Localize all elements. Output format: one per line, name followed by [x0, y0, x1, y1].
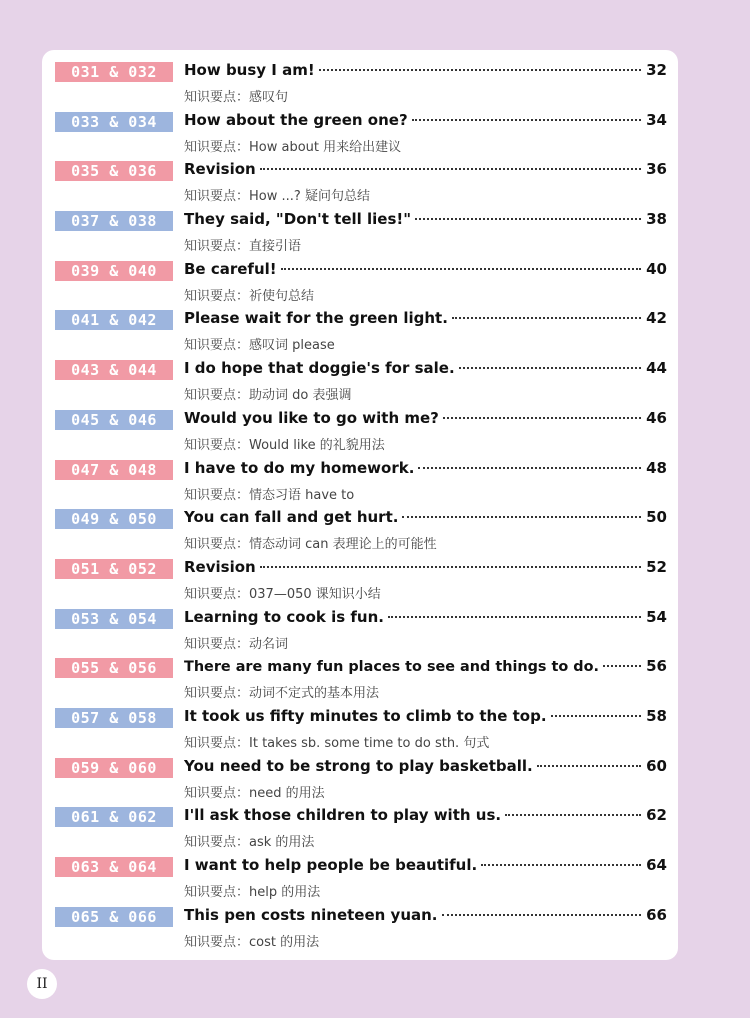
knowledge-point	[184, 86, 288, 105]
knowledge-point-label: 知识要点：	[184, 90, 250, 105]
toc-entry[interactable]	[55, 654, 667, 704]
toc-entry[interactable]	[55, 406, 667, 456]
lesson-badge: 045 & 046	[55, 410, 173, 430]
lesson-title[interactable]: Would you like to go with me?	[184, 408, 439, 427]
dot-leader	[551, 715, 642, 717]
page-folio: II	[27, 969, 57, 999]
lesson-badge: 051 & 052	[55, 559, 173, 579]
toc-entry[interactable]	[55, 853, 667, 903]
page-number: 34	[646, 110, 667, 129]
toc-entry[interactable]	[55, 754, 667, 804]
page-number: 32	[646, 61, 667, 79]
knowledge-point-label: 知识要点：	[184, 586, 250, 602]
toc-entry[interactable]	[55, 803, 667, 853]
dot-leader	[412, 119, 641, 121]
title-line	[184, 558, 667, 580]
dot-leader	[319, 69, 641, 71]
knowledge-point-text: cost 的用法	[249, 934, 320, 950]
dot-leader	[418, 467, 641, 469]
toc-entry[interactable]	[55, 356, 667, 406]
lesson-badge: 061 & 062	[55, 807, 173, 827]
page-number: 48	[646, 458, 667, 477]
knowledge-point-label: 知识要点：	[184, 686, 250, 702]
lesson-title[interactable]: How busy I am!	[184, 61, 315, 79]
lesson-title[interactable]: I'll ask those children to play with us.	[184, 806, 502, 825]
lesson-badge: 037 & 038	[55, 211, 173, 231]
page-number: 50	[646, 508, 667, 527]
knowledge-point-label: 知识要点：	[184, 487, 250, 503]
lesson-title[interactable]: Be careful!	[184, 259, 277, 278]
lesson-badge: 063 & 064	[55, 857, 173, 877]
dot-leader	[537, 765, 641, 767]
knowledge-point	[184, 484, 354, 503]
knowledge-point-text: 情态动词 can 表理论上的可能性	[249, 537, 437, 553]
lesson-badge: 033 & 034	[55, 112, 173, 132]
knowledge-point-text: ask 的用法	[249, 835, 315, 851]
knowledge-point-label: 知识要点：	[184, 239, 250, 255]
knowledge-point-text: 助动词 do 表强调	[249, 388, 352, 404]
dot-leader	[452, 317, 641, 319]
dot-leader	[388, 616, 641, 618]
dot-leader	[281, 268, 642, 270]
lesson-badge: 047 & 048	[55, 460, 173, 480]
toc-entry[interactable]	[55, 704, 667, 754]
lesson-badge: 049 & 050	[55, 509, 173, 529]
knowledge-point	[184, 633, 288, 652]
title-line	[184, 210, 667, 232]
toc-entry[interactable]	[55, 157, 667, 207]
toc-entry[interactable]	[55, 108, 667, 158]
knowledge-point	[184, 881, 320, 900]
toc-entry[interactable]	[55, 257, 667, 307]
lesson-badge: 043 & 044	[55, 360, 173, 380]
lesson-badge: 059 & 060	[55, 758, 173, 778]
lesson-badge: 065 & 066	[55, 907, 173, 927]
page-number: 46	[646, 408, 667, 427]
toc-entry[interactable]	[55, 207, 667, 257]
knowledge-point-text: need 的用法	[249, 785, 325, 801]
lesson-title[interactable]: It took us fifty minutes to climb to the top.	[184, 706, 547, 725]
dot-leader	[443, 417, 641, 419]
knowledge-point-label: 知识要点：	[184, 139, 250, 155]
dot-leader	[415, 218, 641, 220]
page-number: 62	[646, 806, 667, 825]
page-number: 36	[646, 160, 667, 179]
toc-entry[interactable]	[55, 903, 667, 953]
lesson-title[interactable]: You need to be strong to play basketball.	[184, 756, 533, 775]
title-line	[184, 409, 667, 431]
knowledge-point-text: 感叹句	[249, 90, 289, 105]
toc-entry[interactable]	[55, 456, 667, 506]
knowledge-point-text: 感叹词 please	[249, 338, 335, 354]
page-number: 60	[646, 756, 667, 775]
knowledge-point	[184, 931, 319, 950]
dot-leader	[402, 516, 641, 518]
lesson-title[interactable]: I have to do my homework.	[184, 458, 415, 477]
title-line	[184, 608, 667, 630]
title-line	[184, 657, 667, 679]
title-line	[184, 508, 667, 530]
knowledge-point-label: 知识要点：	[184, 636, 250, 652]
knowledge-point-text: Would like 的礼貌用法	[249, 437, 385, 453]
knowledge-point-label: 知识要点：	[184, 388, 250, 404]
knowledge-point	[184, 384, 352, 403]
knowledge-point	[184, 334, 335, 353]
lesson-title[interactable]: I do hope that doggie's for sale.	[184, 359, 455, 378]
page-number: 38	[646, 210, 667, 229]
knowledge-point-text: help 的用法	[249, 885, 321, 900]
dot-leader	[603, 665, 641, 667]
page-number: 42	[646, 309, 667, 328]
knowledge-point	[184, 285, 314, 304]
dot-leader	[505, 814, 641, 816]
toc-entry[interactable]	[55, 555, 667, 605]
knowledge-point	[184, 682, 379, 701]
lesson-title[interactable]: Please wait for the green light.	[184, 309, 448, 328]
knowledge-point	[184, 434, 385, 453]
page-number: 40	[646, 259, 667, 278]
page-number: 66	[646, 905, 667, 924]
knowledge-point-label: 知识要点：	[184, 785, 250, 801]
title-line	[184, 707, 667, 729]
dot-leader	[260, 566, 641, 568]
toc-entry[interactable]	[55, 505, 667, 555]
page-number: 44	[646, 359, 667, 378]
title-line	[184, 160, 667, 182]
toc-entry[interactable]	[55, 58, 667, 108]
page-number: 52	[646, 557, 667, 576]
dot-leader	[260, 168, 641, 170]
page-number: 54	[646, 607, 667, 626]
title-line	[184, 906, 667, 928]
knowledge-point-label: 知识要点：	[184, 338, 250, 354]
lesson-title[interactable]: I want to help people be beautiful.	[184, 856, 478, 874]
knowledge-point-text: 情态习语 have to	[249, 487, 355, 503]
knowledge-point	[184, 136, 401, 155]
knowledge-point-label: 知识要点：	[184, 885, 250, 900]
title-line	[184, 757, 667, 779]
title-line	[184, 806, 667, 828]
knowledge-point-text: How about 用来给出建议	[249, 139, 402, 155]
lesson-title[interactable]: Revision	[184, 557, 256, 576]
title-line	[184, 856, 667, 878]
page-number: 64	[646, 856, 667, 874]
lesson-title[interactable]: There are many fun places to see and things to do.	[184, 659, 599, 676]
knowledge-point	[184, 185, 370, 204]
lesson-badge: 057 & 058	[55, 708, 173, 728]
lesson-title[interactable]: This pen costs nineteen yuan.	[184, 905, 438, 924]
lesson-title[interactable]: How about the green one?	[184, 110, 408, 129]
lesson-badge: 031 & 032	[55, 62, 173, 82]
knowledge-point	[184, 583, 381, 602]
knowledge-point	[184, 732, 489, 751]
page-number: 58	[646, 706, 667, 725]
lesson-title[interactable]: You can fall and get hurt.	[184, 508, 399, 527]
knowledge-point-text: 动词不定式的基本用法	[249, 686, 380, 702]
title-line	[184, 309, 667, 331]
knowledge-point	[184, 235, 301, 254]
toc-entry[interactable]	[55, 306, 667, 356]
dot-leader	[481, 864, 641, 866]
knowledge-point-text: It takes sb. some time to do sth. 句式	[249, 735, 490, 751]
knowledge-point-label: 知识要点：	[184, 288, 250, 304]
toc-entry[interactable]	[55, 605, 667, 655]
page-number: 56	[646, 657, 667, 676]
dot-leader	[442, 914, 642, 916]
title-line	[184, 459, 667, 481]
lesson-badge: 039 & 040	[55, 261, 173, 281]
knowledge-point-label: 知识要点：	[184, 934, 250, 950]
lesson-badge: 041 & 042	[55, 310, 173, 330]
title-line	[184, 359, 667, 381]
lesson-badge: 055 & 056	[55, 658, 173, 678]
toc-panel	[42, 50, 678, 960]
toc-list	[55, 58, 667, 952]
title-line	[184, 260, 667, 282]
dot-leader	[459, 367, 641, 369]
knowledge-point-text: 037—050 课知识小结	[249, 586, 381, 602]
title-line	[184, 61, 667, 83]
knowledge-point	[184, 782, 325, 801]
knowledge-point	[184, 533, 437, 552]
title-line	[184, 111, 667, 133]
knowledge-point-text: 直接引语	[249, 239, 302, 255]
lesson-title[interactable]: They said, "Don't tell lies!"	[184, 210, 412, 229]
knowledge-point-label: 知识要点：	[184, 437, 250, 453]
lesson-title[interactable]: Learning to cook is fun.	[184, 607, 384, 626]
knowledge-point-text: 祈使句总结	[249, 288, 315, 304]
knowledge-point-text: 动名词	[249, 636, 289, 652]
knowledge-point-label: 知识要点：	[184, 735, 250, 751]
knowledge-point-label: 知识要点：	[184, 835, 250, 851]
knowledge-point	[184, 831, 314, 850]
lesson-badge: 035 & 036	[55, 161, 173, 181]
knowledge-point-text: How ...? 疑问句总结	[249, 189, 370, 205]
lesson-badge: 053 & 054	[55, 609, 173, 629]
knowledge-point-label: 知识要点：	[184, 189, 250, 205]
lesson-title[interactable]: Revision	[184, 160, 256, 179]
knowledge-point-label: 知识要点：	[184, 537, 250, 553]
